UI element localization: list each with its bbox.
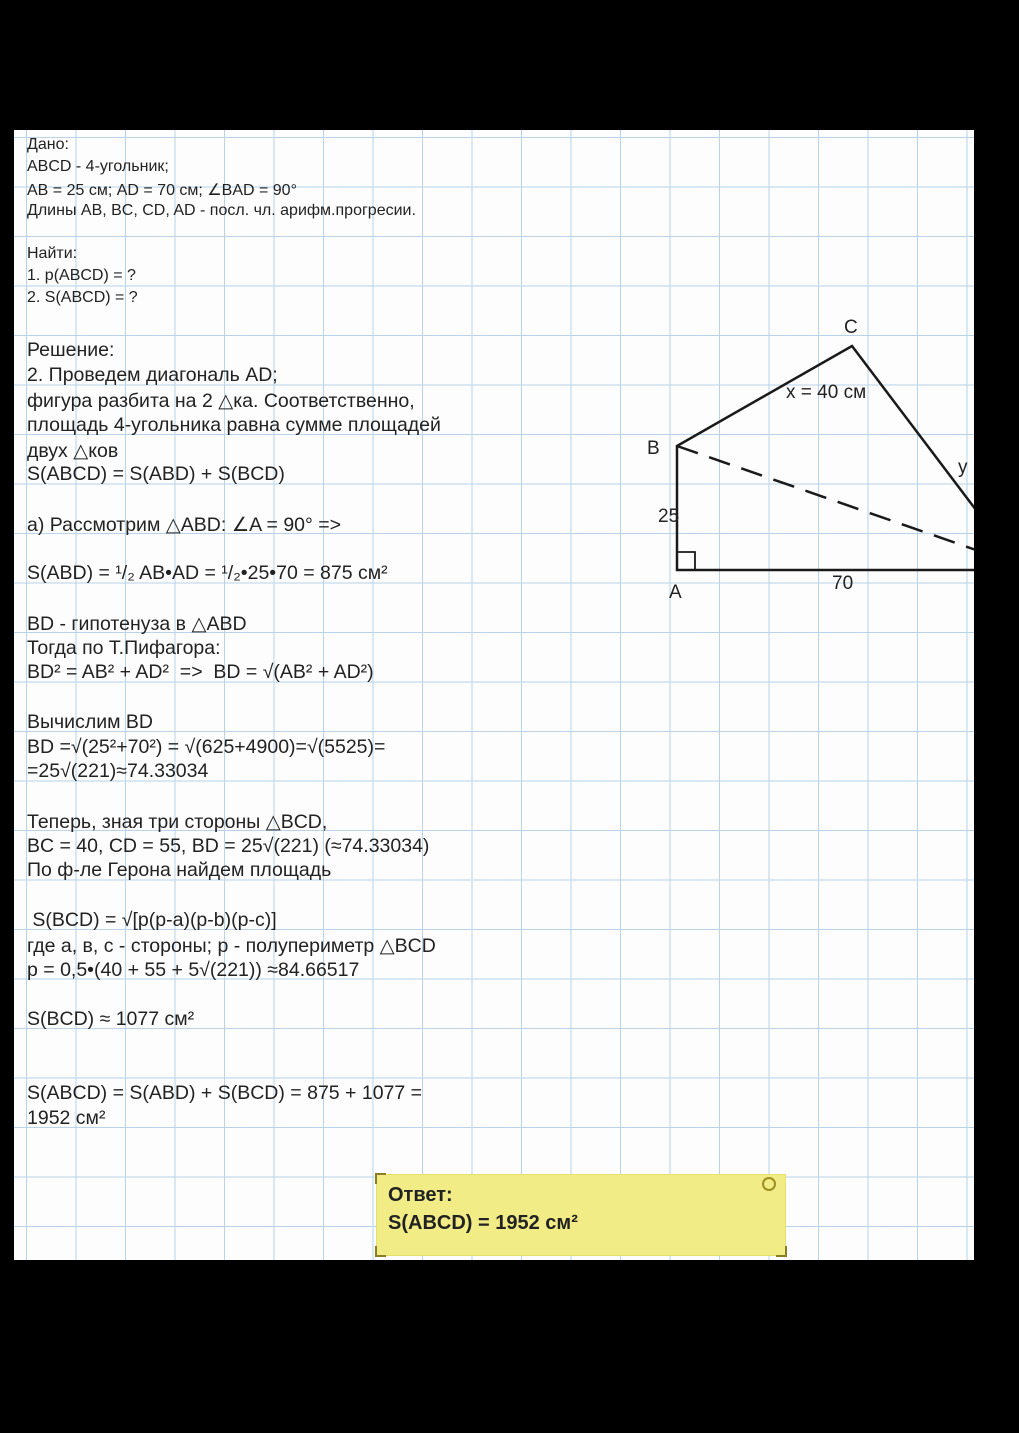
- answer-title: Ответ:: [388, 1184, 453, 1206]
- given-heading: Дано:: [27, 136, 69, 153]
- note-corner: [375, 1246, 386, 1257]
- find-line: 2. S(ABCD) = ?: [27, 289, 138, 306]
- side-ab-label: 25: [658, 506, 680, 527]
- vertex-a-label: A: [669, 582, 682, 603]
- find-heading: Найти:: [27, 245, 78, 262]
- solution-line: S(BCD) ≈ 1077 см²: [27, 1008, 195, 1030]
- solution-line: S(ABCD) = S(ABD) + S(BCD) = 875 + 1077 =: [27, 1082, 423, 1104]
- answer-text: S(ABCD) = 1952 см²: [388, 1212, 578, 1234]
- side-bc-label: x = 40 см: [786, 382, 867, 403]
- diagonal-bd: [677, 446, 974, 550]
- quadrilateral-diagram: [14, 130, 974, 1260]
- vertex-c-label: C: [844, 317, 858, 338]
- note-corner: [375, 1173, 386, 1184]
- solution-line: двух △ков: [27, 440, 119, 462]
- solution-line: 2. Проведем диагональ AD;: [27, 364, 278, 386]
- side-ad-label: 70: [832, 573, 854, 594]
- solution-line: По ф-ле Герона найдем площадь: [27, 859, 332, 881]
- solution-line: p = 0,5•(40 + 55 + 5√(221)) ≈84.66517: [27, 959, 360, 981]
- solution-line: Тогда по Т.Пифагора:: [27, 637, 221, 659]
- solution-line: S(ABD) = ¹/₂ AB•AD = ¹/₂•25•70 = 875 см²: [27, 562, 388, 584]
- solution-line: а) Рассмотрим △ABD: ∠A = 90° =>: [27, 514, 342, 536]
- solution-line: BD² = AB² + AD² => BD = √(AB² + AD²): [27, 661, 374, 683]
- find-line: 1. p(ABCD) = ?: [27, 267, 136, 284]
- solution-line: площадь 4-угольника равна сумме площадей: [27, 414, 441, 436]
- grid-paper-sheet: [14, 130, 974, 1260]
- solution-line: BD =√(25²+70²) = √(625+4900)=√(5525)=: [27, 736, 386, 758]
- solution-line: BD - гипотенуза в △ABD: [27, 613, 247, 635]
- solution-line: S(BCD) = √[p(p-a)(p-b)(p-c)]: [27, 909, 277, 931]
- solution-line: 1952 см²: [27, 1107, 106, 1129]
- answer-sticky-note[interactable]: [376, 1174, 786, 1256]
- given-line: ABCD - 4-угольник;: [27, 158, 169, 175]
- right-angle-mark: [677, 552, 695, 570]
- solution-line: BC = 40, CD = 55, BD = 25√(221) (≈74.33034): [27, 835, 430, 857]
- note-drag-handle-icon[interactable]: [762, 1177, 776, 1191]
- solution-line: S(ABCD) = S(ABD) + S(BCD): [27, 463, 285, 485]
- solution-heading: Решение:: [27, 339, 115, 361]
- solution-line: где а, в, с - стороны; p - полупериметр △BCD: [27, 935, 436, 957]
- given-line: Длины AB, BC, CD, AD - посл. чл. арифм.прогресии.: [27, 202, 416, 219]
- note-corner: [776, 1246, 787, 1257]
- solution-line: Вычислим BD: [27, 711, 154, 733]
- side-cd-label: y: [958, 457, 968, 478]
- vertex-b-label: B: [647, 438, 660, 459]
- given-line: AB = 25 см; AD = 70 см; ∠BAD = 90°: [27, 182, 297, 199]
- solution-line: фигура разбита на 2 △ка. Соответственно,: [27, 390, 415, 412]
- solution-line: =25√(221)≈74.33034: [27, 760, 209, 782]
- solution-line: Теперь, зная три стороны △BCD,: [27, 811, 328, 833]
- quadrilateral-outline: [677, 346, 974, 570]
